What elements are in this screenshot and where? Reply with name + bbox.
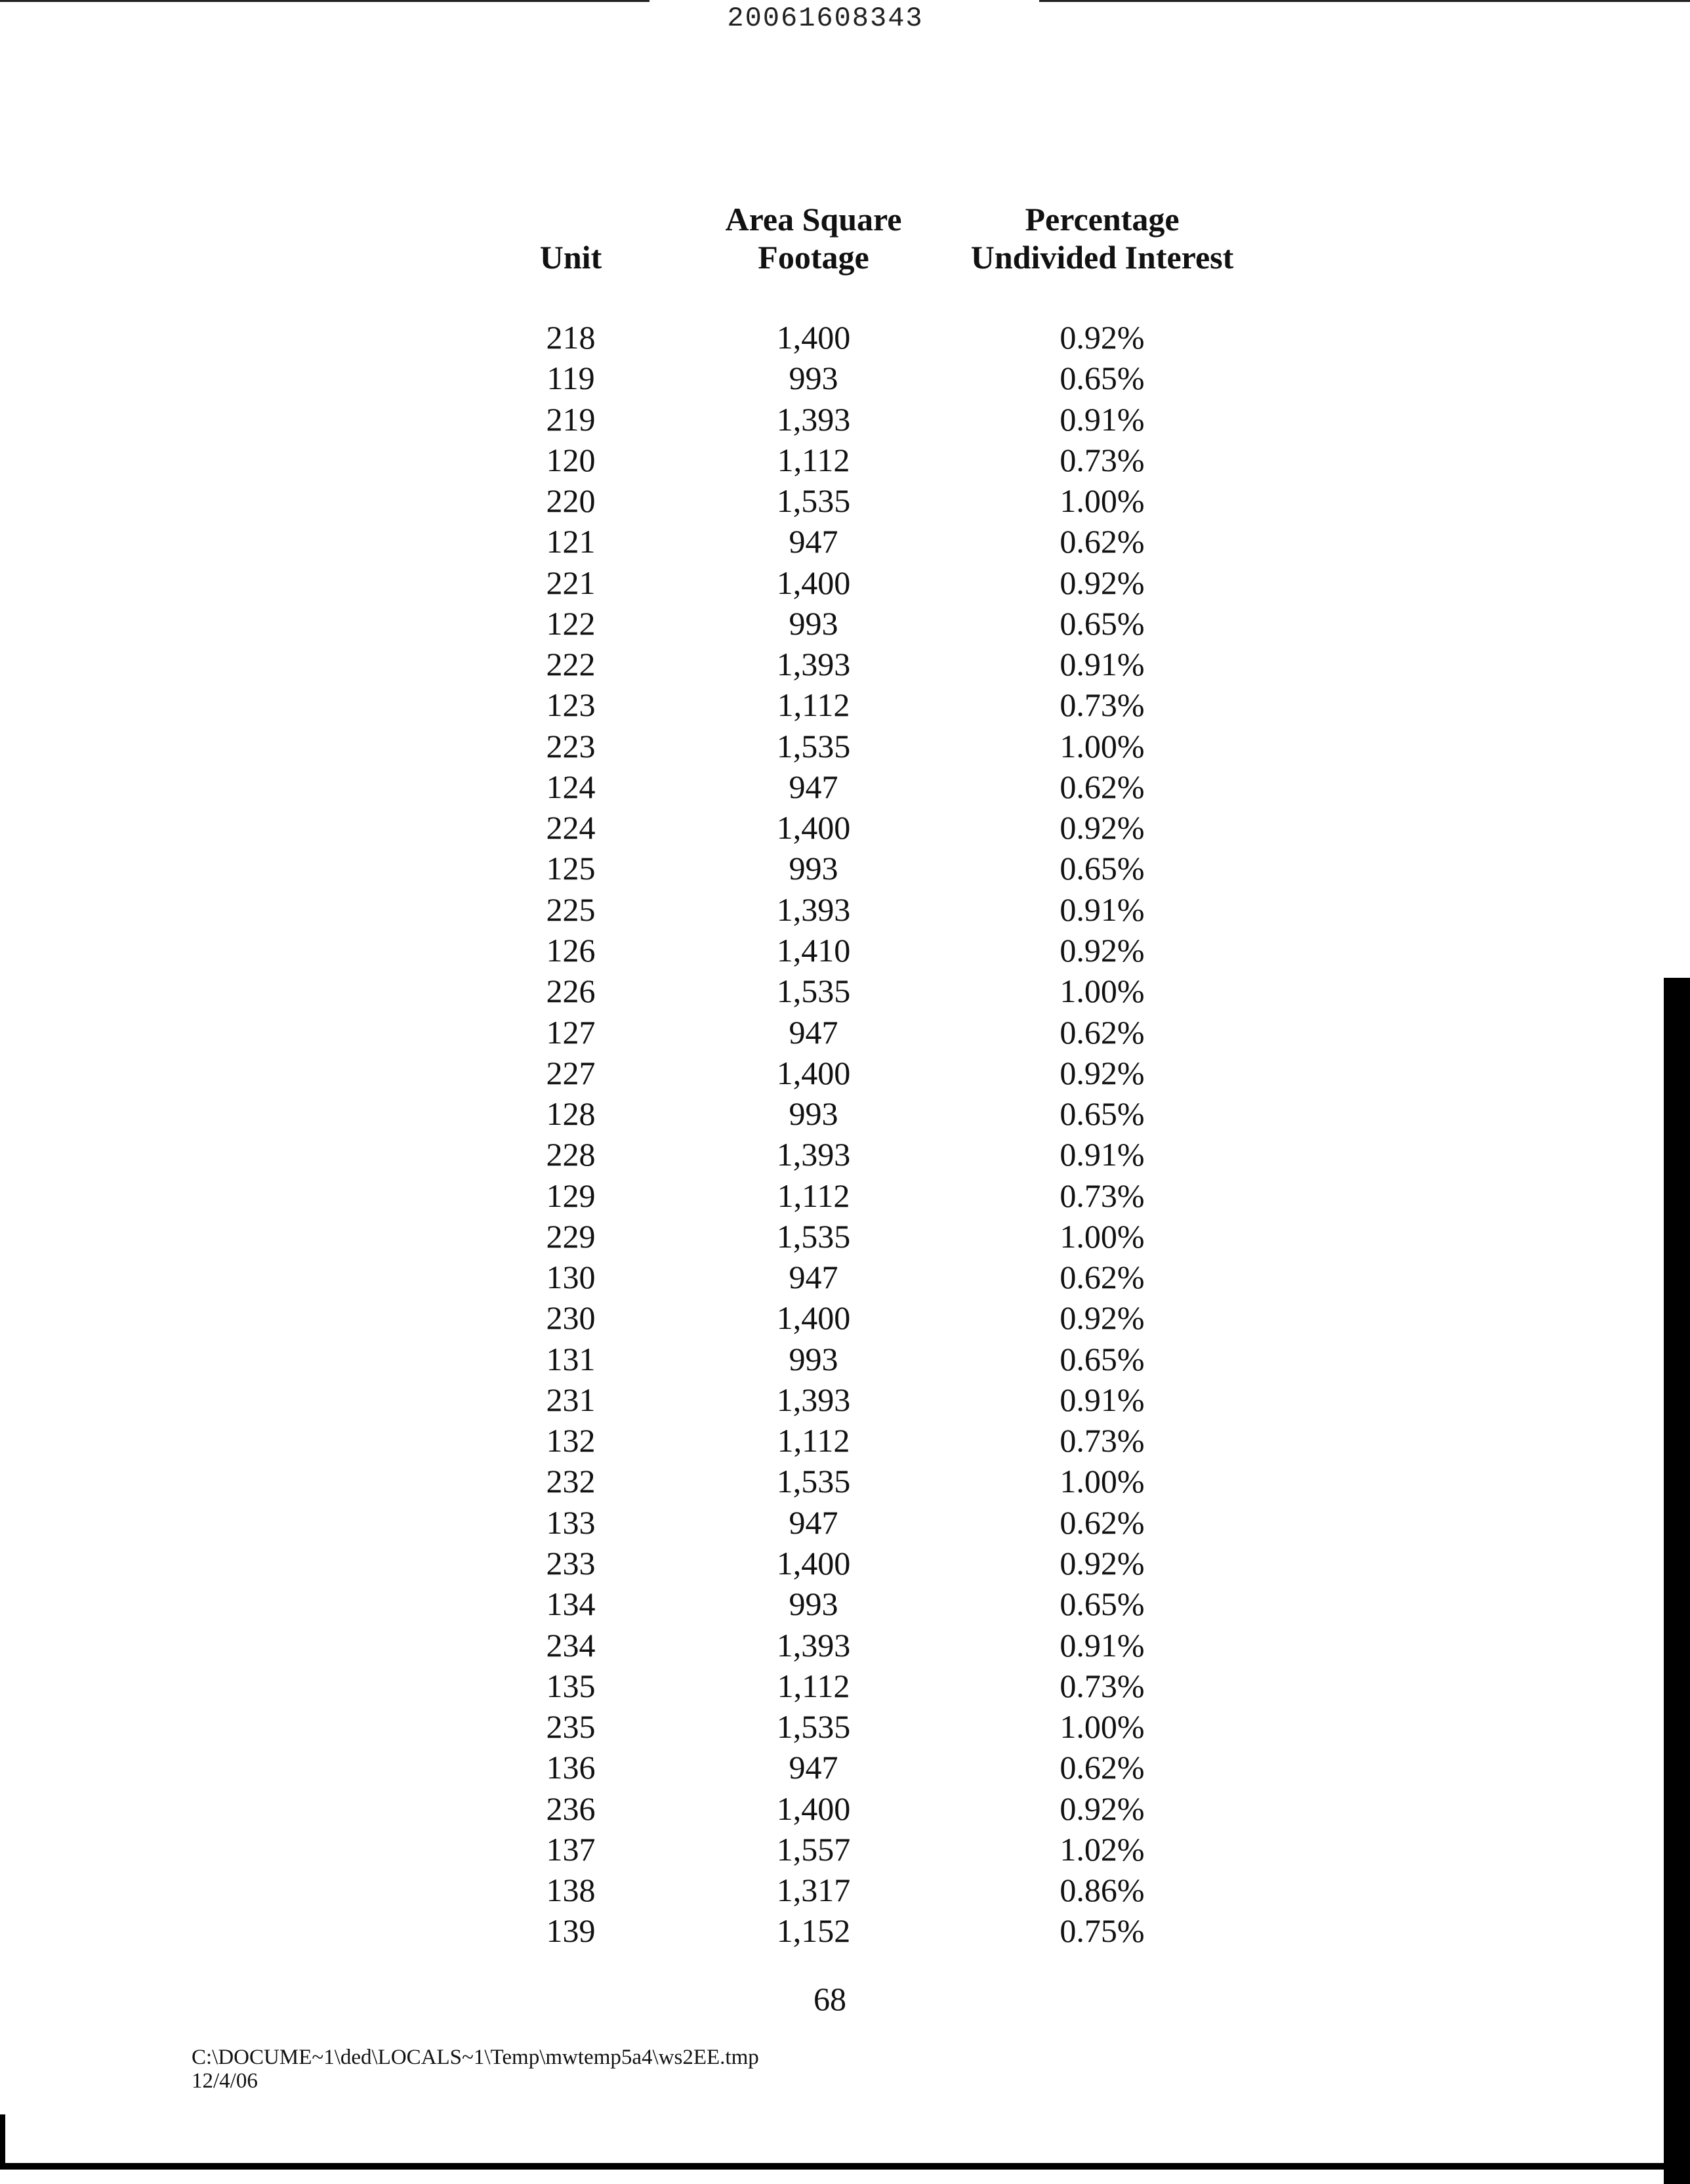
percentage-cell: 0.65% [1060,604,1145,642]
table-row [0,317,1690,358]
area-cell: 1,535 [776,973,851,1010]
percentage-cell: 0.75% [1060,1912,1145,1950]
scan-mark-left [0,2114,5,2167]
unit-cell: 123 [546,686,596,724]
unit-cell: 127 [546,1013,596,1051]
area-cell: 1,400 [776,1790,851,1827]
unit-cell: 137 [546,1830,596,1868]
unit-cell: 231 [546,1381,596,1418]
percentage-cell: 0.86% [1060,1872,1145,1909]
header-area-square-footage [676,200,951,276]
unit-cell: 128 [546,1095,596,1133]
table-row [0,603,1690,644]
percentage-cell: 0.73% [1060,1422,1145,1460]
scan-border-bottom [0,2163,1664,2170]
area-cell: 1,317 [776,1872,851,1909]
table-row [0,930,1690,971]
percentage-cell: 0.73% [1060,686,1145,724]
percentage-cell: 0.65% [1060,360,1145,397]
area-cell: 1,535 [776,727,851,765]
table-row [0,440,1690,480]
area-cell: 1,535 [776,1463,851,1500]
area-cell: 1,410 [776,931,851,969]
table-row [0,358,1690,398]
percentage-cell: 0.65% [1060,1095,1145,1133]
table-row [0,1461,1690,1502]
table-header [0,200,1690,279]
unit-cell: 219 [546,400,596,438]
unit-cell: 218 [546,319,596,356]
area-cell: 993 [789,604,838,642]
unit-cell: 134 [546,1586,596,1623]
page-number: 68 [814,1981,846,2017]
percentage-cell: 0.92% [1060,1299,1145,1337]
unit-cell: 222 [546,646,596,683]
area-cell: 993 [789,1586,838,1623]
area-cell: 1,400 [776,319,851,356]
percentage-cell: 0.73% [1060,1667,1145,1704]
unit-cell: 133 [546,1503,596,1541]
area-cell: 1,535 [776,1217,851,1255]
table-row [0,644,1690,684]
table-row [0,480,1690,521]
table-row [0,1420,1690,1461]
table-row [0,399,1690,440]
area-cell: 993 [789,850,838,887]
table-row [0,1788,1690,1829]
area-cell: 1,393 [776,891,851,928]
unit-cell: 120 [546,441,596,478]
unit-cell: 234 [546,1626,596,1664]
unit-cell: 125 [546,850,596,887]
unit-cell: 225 [546,891,596,928]
table-row [0,1257,1690,1297]
table-row [0,1012,1690,1053]
percentage-cell: 0.92% [1060,564,1145,601]
area-cell: 1,535 [776,1708,851,1746]
table-row [0,1666,1690,1706]
percentage-cell: 0.91% [1060,891,1145,928]
area-cell: 1,393 [776,1136,851,1173]
percentage-cell: 0.62% [1060,523,1145,560]
area-cell: 1,393 [776,1626,851,1664]
header-unit: Unit [539,239,602,276]
unit-cell: 131 [546,1340,596,1377]
percentage-cell: 0.65% [1060,1340,1145,1377]
unit-cell: 232 [546,1463,596,1500]
table-row [0,1910,1690,1951]
unit-cell: 121 [546,523,596,560]
table-row [0,1134,1690,1175]
percentage-cell: 0.92% [1060,809,1145,847]
table-row [0,521,1690,562]
table-row [0,848,1690,889]
table-body [0,317,1690,1952]
unit-cell: 220 [546,482,596,520]
area-cell: 1,393 [776,646,851,683]
unit-cell: 221 [546,564,596,601]
unit-cell: 226 [546,973,596,1010]
table-row [0,1870,1690,1910]
unit-cell: 138 [546,1872,596,1909]
table-row [0,971,1690,1011]
percentage-cell: 1.00% [1060,1217,1145,1255]
unit-cell: 135 [546,1667,596,1704]
document-id: 20061608343 [727,3,924,34]
table-row [0,726,1690,766]
table-row [0,807,1690,848]
percentage-cell: 0.65% [1060,850,1145,887]
header-percentage-undivided-interest [938,200,1266,276]
percentage-cell: 0.62% [1060,768,1145,805]
percentage-cell: 0.62% [1060,1749,1145,1786]
area-cell: 1,400 [776,1299,851,1337]
percentage-cell: 0.92% [1060,1544,1145,1582]
percentage-cell: 1.00% [1060,727,1145,765]
unit-cell: 129 [546,1177,596,1214]
percentage-cell: 1.00% [1060,1463,1145,1500]
unit-cell: 136 [546,1749,596,1786]
percentage-cell: 0.73% [1060,1177,1145,1214]
area-cell: 947 [789,1503,838,1541]
table-row [0,1379,1690,1420]
area-cell: 1,400 [776,564,851,601]
table-row [0,1339,1690,1379]
table-row [0,1175,1690,1216]
area-cell: 947 [789,1259,838,1296]
percentage-cell: 0.62% [1060,1013,1145,1051]
table-row [0,1829,1690,1870]
percentage-cell: 0.62% [1060,1259,1145,1296]
area-cell: 993 [789,360,838,397]
area-cell: 993 [789,1095,838,1133]
table-row [0,1093,1690,1134]
area-cell: 1,535 [776,482,851,520]
area-cell: 1,152 [776,1912,851,1950]
table-row [0,1543,1690,1584]
percentage-cell: 0.92% [1060,319,1145,356]
area-cell: 1,112 [777,1667,850,1704]
footer-date: 12/4/06 [192,2069,258,2093]
unit-cell: 236 [546,1790,596,1827]
area-cell: 1,112 [777,686,850,724]
table-row [0,1053,1690,1093]
unit-cell: 126 [546,931,596,969]
area-cell: 947 [789,768,838,805]
table-row [0,1584,1690,1624]
area-cell: 947 [789,523,838,560]
unit-cell: 124 [546,768,596,805]
unit-cell: 132 [546,1422,596,1460]
percentage-cell: 1.02% [1060,1830,1145,1868]
area-cell: 993 [789,1340,838,1377]
table-row [0,1706,1690,1747]
percentage-cell: 0.65% [1060,1586,1145,1623]
unit-cell: 235 [546,1708,596,1746]
table-row [0,1502,1690,1543]
area-cell: 947 [789,1749,838,1786]
percentage-cell: 0.91% [1060,1136,1145,1173]
unit-cell: 224 [546,809,596,847]
header-pct-line1: Percentage [1025,201,1180,238]
area-cell: 1,112 [777,1177,850,1214]
percentage-cell: 0.91% [1060,646,1145,683]
percentage-cell: 1.00% [1060,973,1145,1010]
table-row [0,684,1690,725]
area-cell: 1,400 [776,1054,851,1091]
table-row [0,1216,1690,1257]
header-pct-line2: Undivided Interest [970,239,1234,276]
table-row [0,1625,1690,1666]
unit-cell: 233 [546,1544,596,1582]
unit-cell: 119 [546,360,595,397]
area-cell: 1,400 [776,809,851,847]
area-cell: 1,112 [777,1422,850,1460]
unit-cell: 139 [546,1912,596,1950]
table-row [0,1747,1690,1788]
percentage-cell: 0.91% [1060,1381,1145,1418]
table-row [0,562,1690,603]
unit-cell: 122 [546,604,596,642]
area-cell: 1,393 [776,1381,851,1418]
document-id-header [0,0,1690,39]
percentage-cell: 0.91% [1060,400,1145,438]
area-cell: 1,400 [776,1544,851,1582]
area-cell: 947 [789,1013,838,1051]
percentage-cell: 0.92% [1060,931,1145,969]
percentage-cell: 0.92% [1060,1790,1145,1827]
header-area-line1: Area Square [725,201,902,238]
unit-cell: 223 [546,727,596,765]
unit-cell: 228 [546,1136,596,1173]
percentage-cell: 0.92% [1060,1054,1145,1091]
percentage-cell: 0.91% [1060,1626,1145,1664]
percentage-cell: 0.62% [1060,1503,1145,1541]
area-cell: 1,393 [776,400,851,438]
unit-cell: 229 [546,1217,596,1255]
percentage-cell: 0.73% [1060,441,1145,478]
table-row [0,889,1690,930]
unit-cell: 130 [546,1259,596,1296]
table-row [0,1297,1690,1338]
unit-cell: 227 [546,1054,596,1091]
area-cell: 1,112 [777,441,850,478]
table-row [0,766,1690,807]
unit-cell: 230 [546,1299,596,1337]
area-cell: 1,557 [776,1830,851,1868]
percentage-cell: 1.00% [1060,1708,1145,1746]
percentage-cell: 1.00% [1060,482,1145,520]
footer-file-path: C:\DOCUME~1\ded\LOCALS~1\Temp\mwtemp5a4\ws2EE.tmp [192,2046,759,2069]
header-area-line2: Footage [758,239,869,276]
